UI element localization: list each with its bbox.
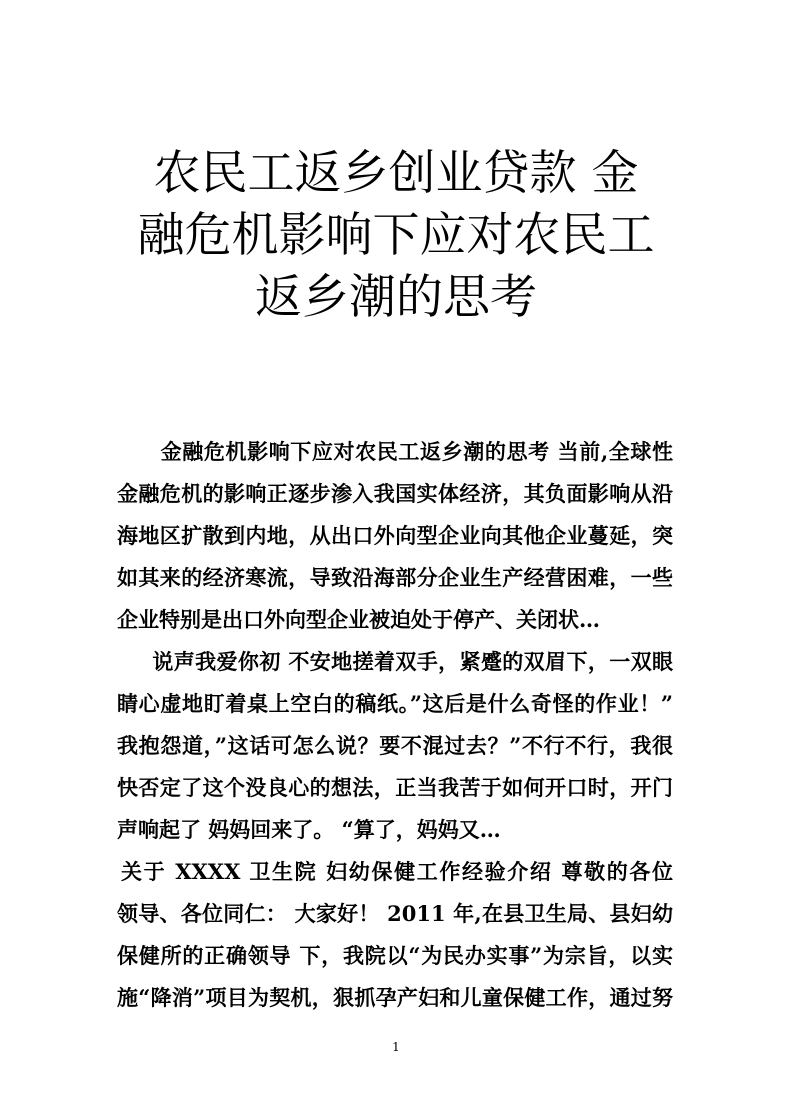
- page-number: 1: [392, 1040, 400, 1054]
- text-line: 睛心虚地盯着桌上空白的稿纸。”这后是什么奇怪的作业！”: [117, 691, 673, 716]
- text-line: 关于 XXXX 卫生院 妇幼保健工作经验介绍 尊敬的各位: [121, 859, 673, 884]
- paragraph-financial-crisis: [117, 433, 673, 643]
- text-line: 施“降消”项目为契机，狠抓孕产妇和儿童保健工作，通过努: [117, 985, 673, 1010]
- text-line: 快否定了这个没良心的想法，正当我苦于如何开口时，开门: [117, 775, 673, 800]
- text-line: 我抱怨道，”这话可怎么说？要不混过去？”不行不行，我很: [117, 733, 673, 758]
- text-line: 声响起了 妈妈回来了。 “算了，妈妈又…: [117, 817, 501, 842]
- title-line: 返乡潮的思考: [255, 270, 537, 325]
- title-line: 融危机影响下应对农民工: [137, 208, 655, 263]
- document-body: [117, 433, 673, 1021]
- text-line: 如其来的经济寒流，导致沿海部分企业生产经营困难，一些: [117, 565, 673, 590]
- text-line: 海地区扩散到内地，从出口外向型企业向其他企业蔓延，突: [117, 523, 673, 548]
- title-line: 农民工返乡创业贷款 金: [153, 146, 639, 201]
- text-line: 保健所的正确领导 下，我院以“为民办实事”为宗旨，以实: [117, 943, 673, 968]
- text-line: 金融危机影响下应对农民工返乡潮的思考 当前,全球性: [139, 439, 673, 464]
- text-line: 领导、各位同仁： 大家好！ 2011 年,在县卫生局、县妇幼: [117, 901, 673, 926]
- document-title: [100, 143, 692, 329]
- paragraph-say-i-love-you: [117, 643, 673, 853]
- text-line: 说声我爱你初 不安地搓着双手，紧蹙的双眉下，一双眼: [131, 649, 673, 674]
- text-line: 企业特别是出口外向型企业被迫处于停产、关闭状…: [117, 607, 600, 632]
- text-line: 金融危机的影响正逐步渗入我国实体经济，其负面影响从沿: [117, 481, 673, 506]
- paragraph-health-center: [117, 853, 673, 1021]
